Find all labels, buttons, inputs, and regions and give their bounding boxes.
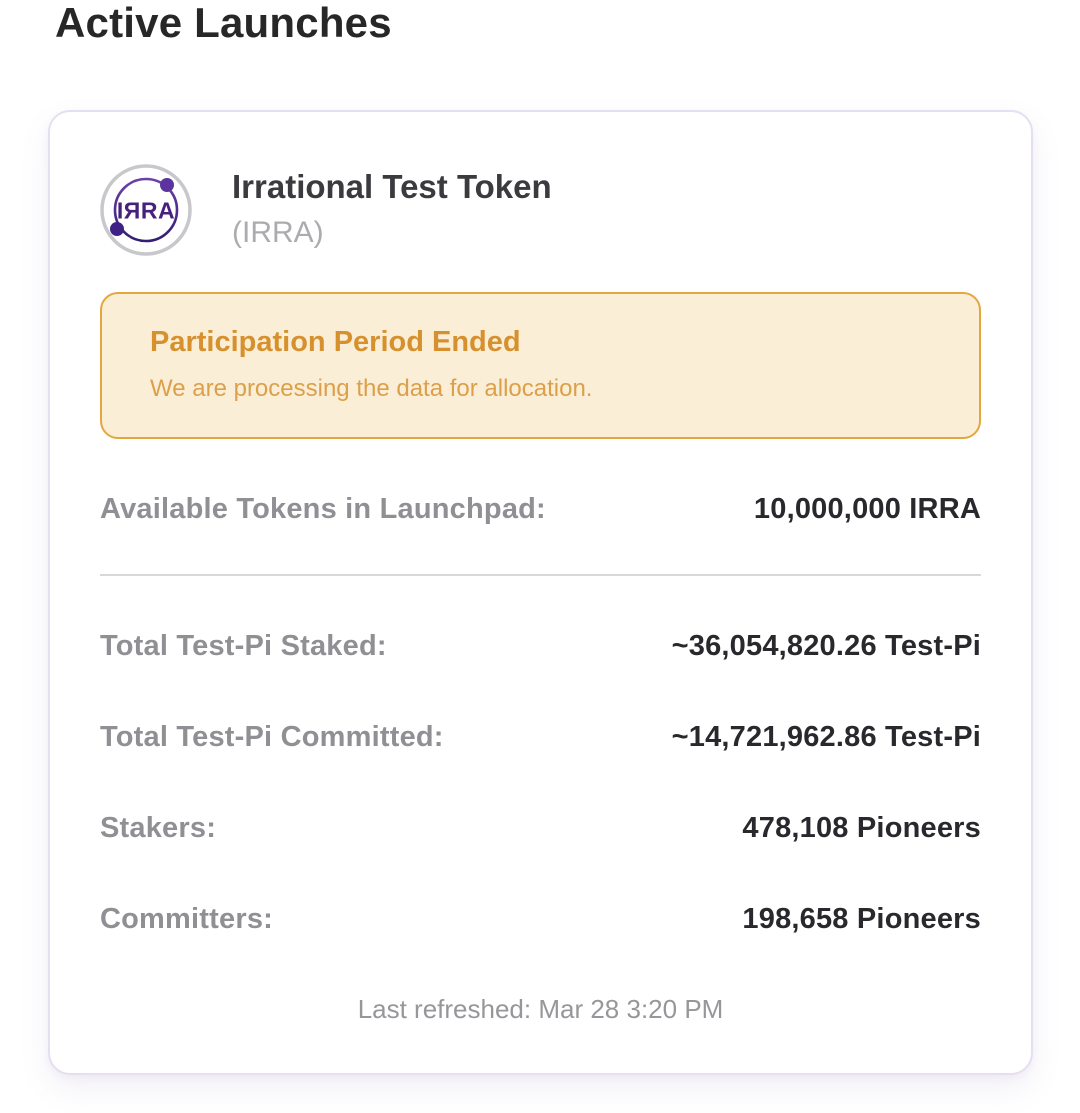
token-name: Irrational Test Token — [232, 168, 552, 206]
launch-card[interactable] — [48, 110, 1033, 1075]
participation-ended-banner — [100, 292, 981, 439]
stat-row-available-tokens — [100, 493, 981, 526]
available-tokens-value: 10,000,000 IRRA — [753, 492, 981, 525]
token-title-block — [232, 164, 552, 249]
token-header — [100, 164, 981, 256]
available-tokens-label: Available Tokens in Launchpad: — [100, 492, 546, 525]
total-committed-label: Total Test-Pi Committed: — [100, 720, 444, 753]
banner-title: Participation Period Ended — [150, 326, 521, 359]
banner-message: We are processing the data for allocation. — [150, 374, 593, 402]
stat-row-total-committed — [100, 721, 981, 754]
committers-label: Committers: — [100, 902, 273, 935]
committers-value: 198,658 Pioneers — [742, 902, 981, 935]
token-symbol: (IRRA) — [232, 216, 324, 250]
page-title: Active Launches — [55, 0, 392, 46]
orbit-atom-icon — [100, 164, 192, 256]
stat-row-stakers — [100, 812, 981, 845]
last-refreshed: Last refreshed: Mar 28 3:20 PM — [357, 993, 724, 1024]
token-logo — [100, 164, 192, 256]
stat-row-total-staked — [100, 630, 981, 663]
divider — [100, 574, 981, 576]
token-logo-text: IЯRA — [116, 197, 176, 224]
stat-row-committers — [100, 903, 981, 936]
total-staked-label: Total Test-Pi Staked: — [100, 629, 387, 662]
stakers-value: 478,108 Pioneers — [742, 811, 981, 844]
total-committed-value: ~14,721,962.86 Test-Pi — [671, 720, 981, 753]
total-staked-value: ~36,054,820.26 Test-Pi — [671, 629, 981, 662]
stakers-label: Stakers: — [100, 811, 217, 844]
